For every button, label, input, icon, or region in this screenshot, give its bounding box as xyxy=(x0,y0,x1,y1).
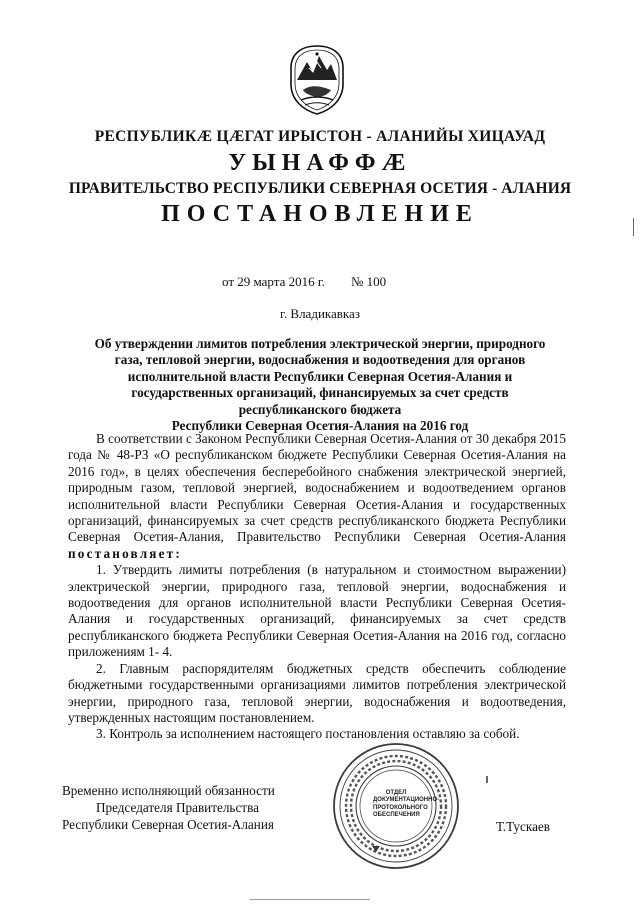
signatory-line: Республики Северная Осетия-Алания xyxy=(62,817,274,832)
document-body xyxy=(68,431,566,743)
header-document-type: ПОСТАНОВЛЕНИЕ xyxy=(161,201,479,227)
date-number-line xyxy=(222,274,390,290)
coat-of-arms-emblem xyxy=(287,44,347,116)
signatory-name: Т.Тускаев xyxy=(496,819,551,834)
signatory-position xyxy=(62,782,275,833)
stamp-center-text: ОТДЕЛ ДОКУМЕНТАЦИОННО-ПРОТОКОЛЬНОГО ОБЕСПЕЧЕНИЯ xyxy=(373,790,440,818)
header-ossetian-decree: УЫНАФФÆ xyxy=(228,150,412,176)
title-line: газа, тепловой энергии, водоснабжения и водоотведения для органов xyxy=(114,352,526,368)
document-date: от 29 марта 2016 г. xyxy=(222,274,325,289)
scan-artifact xyxy=(633,218,634,236)
signatory-line: Председателя Правительства xyxy=(96,800,259,815)
signatory-line: Временно исполняющий обязанности xyxy=(62,783,275,798)
document-title xyxy=(60,336,580,434)
title-line: республиканского бюджета xyxy=(238,401,402,417)
title-line: государственных организаций, финансируемых за счет средств xyxy=(131,385,509,401)
item-1-paragraph: 1. Утвердить лимиты потребления (в натуральном и стоимостном выражении) электрической энергии, природного газа, тепловой энергии, водоснабжения и водоотведения для органов исполнительной власти Республики Северная Осетия-Алания и государственных организаций, финансируемых за счет средств республиканского бюджета Республики Северная Осетия-Алания на 2016 год, согласно приложениям 1- 4. xyxy=(68,562,566,660)
header-government-name: ПРАВИТЕЛЬСТВО РЕСПУБЛИКИ СЕВЕРНАЯ ОСЕТИЯ - АЛАНИЯ xyxy=(68,180,572,197)
document-number: № 100 xyxy=(350,274,387,289)
preamble-paragraph xyxy=(68,431,566,562)
title-line: исполнительной власти Республики Северная Осетия-Алания и xyxy=(127,368,513,384)
scan-artifact xyxy=(250,899,370,900)
decree-word: постановляет: xyxy=(68,545,182,561)
scan-artifact xyxy=(486,776,488,783)
item-3-paragraph: 3. Контроль за исполнением настоящего постановления оставляю за собой. xyxy=(96,726,520,742)
document-city: г. Владикавказ xyxy=(280,306,360,321)
header-ossetian-government: РЕСПУБЛИКÆ ЦÆГАТ ИРЫСТОН - АЛАНИЙЫ ХИЦАУАД xyxy=(94,128,546,145)
title-line: Республики Северная Осетия-Алания на 2016 год xyxy=(171,418,469,434)
title-line: Об утверждении лимитов потребления электрической энергии, природного xyxy=(94,336,546,351)
preamble-text: В соответствии с Законом Республики Северная Осетия-Алания от 30 декабря 2015 года № 48-РЗ «О республиканском бюджете Республики Северная Осетия-Алания на 2016 год», в целях обеспечения бесперебойного снабжения электрической энергией, природным газом, тепловой энергией, водоснабжением и водоотведением органов исполнительной власти Республики Северная Осетия-Алания и государственных организаций, финансируемых за счет средств республиканского бюджета Республики Северная Осетия-Алания, Правительство Республики Северная Осетия-Алания xyxy=(68,431,566,545)
item-2-paragraph: 2. Главным распорядителям бюджетных средств обеспечить соблюдение бюджетными государственными организациями лимитов потребления электрической энергии, природного газа, тепловой энергии, водоснабжения и водоотведения, утвержденных настоящим постановлением. xyxy=(68,660,566,725)
